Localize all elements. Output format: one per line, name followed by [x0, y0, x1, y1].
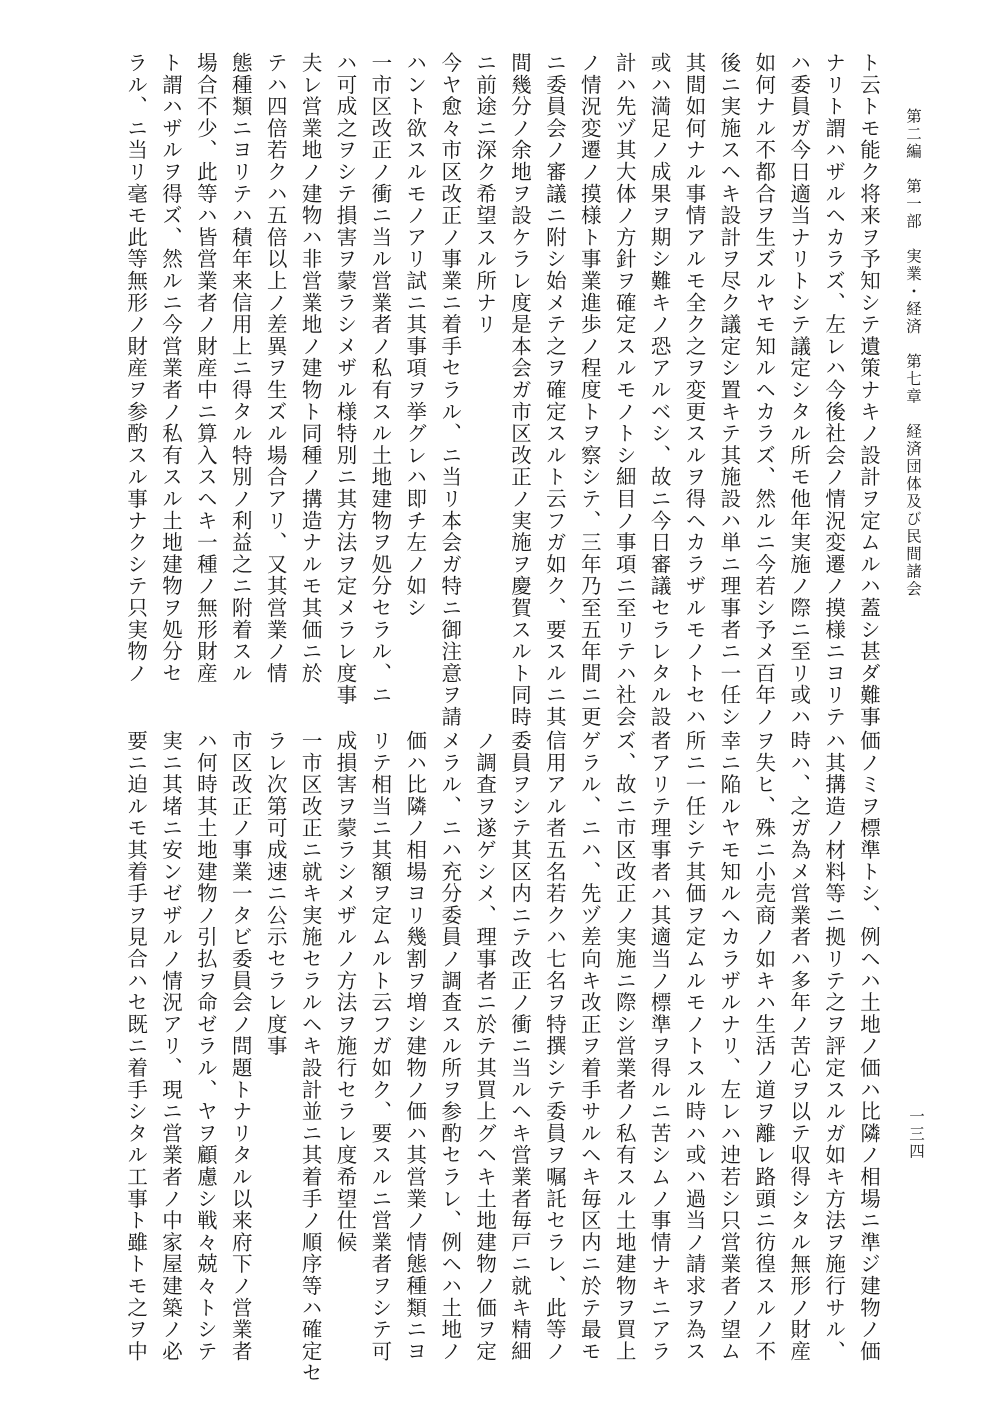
text-column: 時ハ、之ガ為メ営業者ハ多年ノ苦心ヲ以テ収得シタル無形ノ財産	[786, 730, 811, 1363]
text-column: リテ相当ニ其額ヲ定ムルト云フガ如ク、要スルニ営業者ヲシテ可	[367, 730, 392, 1363]
text-column: 者アリテ理事者ハ其適当ノ標準ヲ得ルニ苦シムノ事情ナキニアラ	[647, 730, 672, 1363]
text-column: 所ニ一任シテ其価ヲ定ムルモノトスル時ハ或ハ過当ノ請求ヲ為ス	[682, 730, 706, 1363]
text-column: 計ハ先ヅ其大体ノ方針ヲ確定スルモノトシ細目ノ事項ニ至リテハ社会	[612, 52, 637, 728]
text-column: 価ハ比隣ノ相場ヨリ幾割ヲ増シ建物ノ価ハ其営業ノ情態種類ニヨ	[402, 730, 427, 1363]
text-column: ハ委員ガ今日適当ナリトシテ議定シタル所モ他年実施ノ際ニ至リ或ハ	[786, 52, 811, 728]
text-column: 信用アル者五名若クハ七名ヲ特撰シテ委員ヲ嘱託セラレ、此等ノ	[542, 730, 567, 1363]
text-column: 其間如何ナル事情アルモ全ク之ヲ変更スルヲ得ヘカラザルモノトセハ	[682, 52, 706, 728]
text-column: メラル、ニハ充分委員ノ調査スル所ヲ参酌セラレ、例ヘハ土地ノ	[437, 730, 462, 1363]
text-column: ラレ次第可成速ニ公示セラレ度事	[263, 730, 288, 1057]
text-column: ハ何時其土地建物ノ引払ヲ命ゼラル、ヤヲ顧慮シ戦々兢々トシテ	[193, 730, 218, 1363]
text-column: ノ情況変遷ノ摸様ト事業進歩ノ程度トヲ察シテ、三年乃至五年間ニ更	[577, 52, 602, 728]
text-column: ニ委員会ノ審議ニ附シ始メテ之ヲ確定スルト云フガ如ク、要スルニ其	[542, 52, 567, 728]
text-column: 要ニ迫ルモ其着手ヲ見合ハセ既ニ着手シタル工事ト雖トモ之ヲ中	[123, 730, 148, 1363]
text-column: 今ヤ愈々市区改正ノ事業ニ着手セラル、ニ当リ本会ガ特ニ御注意ヲ請	[437, 52, 462, 728]
text-column: 価ノミヲ標準トシ、例ヘハ土地ノ価ハ比隣ノ相場ニ準ジ建物ノ価	[856, 730, 881, 1363]
text-column: 成損害ヲ蒙ラシメザルノ方法ヲ施行セラレ度希望仕候	[333, 730, 357, 1254]
text-column: 態種類ニヨリテハ積年来信用上ニ得タル特別ノ利益之ニ附着スル	[228, 52, 253, 685]
text-column: 如何ナル不都合ヲ生ズルヤモ知ルヘカラズ、然ルニ今若シ予メ百年ノ	[751, 52, 776, 728]
text-column: 夫レ営業地ノ建物ハ非営業地ノ建物ト同種ノ搆造ナルモ其価ニ於	[298, 52, 323, 685]
text-column: ハ其搆造ノ材料等ニ拠リテ之ヲ評定スルガ如キ方法ヲ施行サル、	[821, 730, 846, 1363]
text-column: 幸ニ陥ルヤモ知ルヘカラザルナリ、左レハ迚若シ只営業者ノ望ム	[716, 730, 741, 1363]
text-column: 或ハ満足ノ成果ヲ期シ難キノ恐アルベシ、故ニ今日審議セラレタル設	[647, 52, 672, 728]
text-column: 後ニ実施スヘキ設計ヲ尽ク議定シ置キテ其施設ハ単ニ理事者ニ一任シ	[716, 52, 741, 728]
text-column: 一市区改正ノ衝ニ当ル営業者ノ私有スル土地建物ヲ処分セラル、ニ	[367, 52, 392, 706]
text-column: 実ニ其堵ニ安ンゼザルノ情況アリ、現ニ営業者ノ中家屋建築ノ必	[158, 730, 183, 1363]
text-column: ト謂ハザルヲ得ズ、然ルニ今営業者ノ私有スル土地建物ヲ処分セ	[158, 52, 183, 685]
text-column: テハ四倍若クハ五倍以上ノ差異ヲ生ズル場合アリ、又其営業ノ情	[263, 52, 288, 685]
text-column: ト云トモ能ク将来ヲ予知シテ遺策ナキノ設計ヲ定ムルハ蓋シ甚ダ難事	[856, 52, 881, 728]
text-column: ラル、ニ当リ毫モ此等無形ノ財産ヲ参酌スル事ナクシテ只実物ノ	[123, 52, 148, 685]
text-column: 間幾分ノ余地ヲ設ケラレ度是本会ガ市区改正ノ実施ヲ慶賀スルト同時	[507, 52, 532, 728]
text-column: 場合不少、此等ハ皆営業者ノ財産中ニ算入スヘキ一種ノ無形財産	[193, 52, 218, 685]
text-column: 委員ヲシテ其区内ニテ改正ノ衝ニ当ルヘキ営業者毎戸ニ就キ精細	[507, 730, 532, 1363]
text-column: ノ調査ヲ遂ゲシメ、理事者ニ於テ其買上グヘキ土地建物ノ価ヲ定	[472, 730, 497, 1363]
page-number: 一三四	[907, 1108, 925, 1161]
running-header: 第二編 第一部 実業・経済 第七章 経済団体及び民間諸会	[904, 108, 922, 598]
text-column: ナリト謂ハザルヘカラズ、左レハ今後社会ノ情況変遷ノ摸様ニヨリテ	[821, 52, 846, 728]
text-column: ハント欲スルモノアリ試ニ其事項ヲ挙グレハ即チ左ノ如シ	[402, 52, 427, 619]
text-column: ハ可成之ヲシテ損害ヲ蒙ラシメザル様特別ニ其方法ヲ定メラレ度事	[333, 52, 357, 706]
text-column: 市区改正ノ事業一タビ委員会ノ問題トナリタル以来府下ノ営業者	[228, 730, 253, 1363]
text-column: ニ前途ニ深ク希望スル所ナリ	[472, 52, 497, 336]
text-column: ゲラル、ニハ、先ヅ差向キ改正ヲ着手サルヘキ毎区内ニ於テ最モ	[577, 730, 602, 1363]
text-column: ヲ失ヒ、殊ニ小売商ノ如キハ生活ノ道ヲ離レ路頭ニ彷徨スルノ不	[751, 730, 776, 1363]
text-column: ズ、故ニ市区改正ノ実施ニ際シ営業者ノ私有スル土地建物ヲ買上	[612, 730, 637, 1363]
text-column: 一市区改正ニ就キ実施セラルヘキ設計並ニ其着手ノ順序等ハ確定セ	[298, 730, 323, 1384]
